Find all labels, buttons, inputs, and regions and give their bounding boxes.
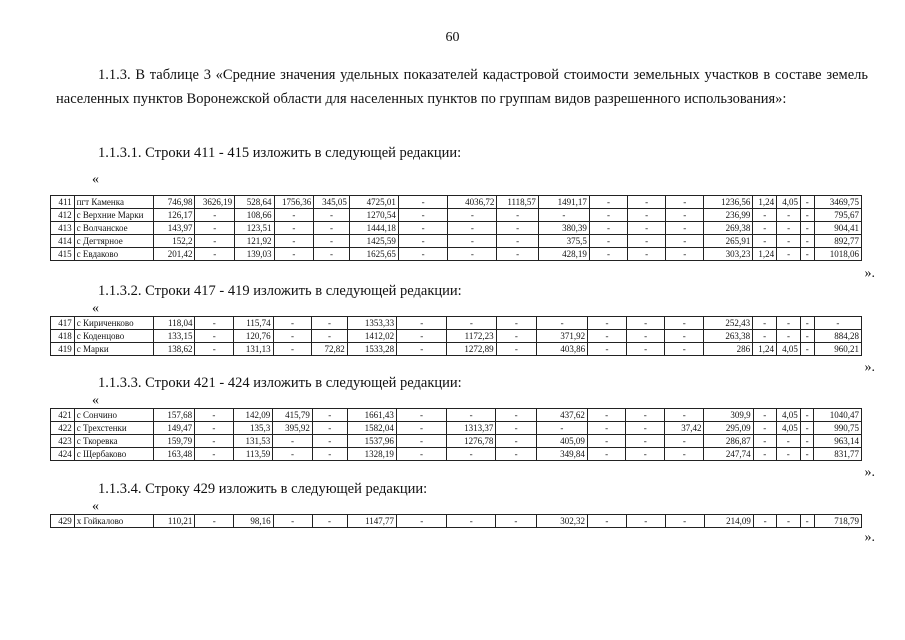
value-cell: 904,41 [814,222,861,235]
value-cell: 133,15 [153,330,194,343]
table-row [51,209,862,222]
value-cell: 302,32 [536,515,587,528]
value-cell: 1270,54 [349,209,398,222]
open-quote-1: « [92,172,99,187]
value-cell: - [396,422,446,435]
value-cell: - [800,343,814,356]
value-cell: - [626,435,665,448]
value-cell: - [626,422,665,435]
value-cell: - [777,209,801,222]
value-cell: - [753,448,776,461]
value-cell: - [273,343,312,356]
value-cell: 4,05 [776,422,800,435]
table-row [51,235,862,248]
value-cell: - [589,235,627,248]
table-row [51,515,862,528]
value-cell: - [589,222,627,235]
row-number-cell: 423 [51,435,75,448]
value-cell: - [800,196,814,209]
section-heading-3: 1.1.3.3. Строки 421 - 424 изложить в следующей редакции: [98,375,462,391]
value-cell: - [396,435,446,448]
value-cell: - [397,317,447,330]
value-cell: - [497,209,539,222]
value-cell: - [447,317,496,330]
value-cell: - [396,448,446,461]
value-cell: 1018,06 [814,248,861,261]
section-heading-4: 1.1.3.4. Строку 429 изложить в следующей редакции: [98,481,428,497]
page-number: 60 [445,30,460,45]
value-cell: - [589,196,627,209]
value-cell: 1040,47 [814,409,862,422]
value-cell: - [312,409,347,422]
value-cell: - [628,235,666,248]
row-number-cell: 424 [51,448,75,461]
value-cell: - [536,422,587,435]
value-cell: - [496,343,537,356]
value-cell: 1425,59 [349,235,398,248]
row-number-cell: 414 [51,235,75,248]
value-cell: 4036,72 [448,196,497,209]
value-cell: 1,24 [753,196,777,209]
value-cell: - [273,435,313,448]
value-cell: - [800,435,814,448]
value-cell: - [777,317,801,330]
value-cell: - [587,409,626,422]
rows-table-3 [50,408,862,461]
value-cell: - [496,435,537,448]
value-cell: - [800,515,814,528]
intro-text: 1.1.3. В таблице 3 «Средние значения удельных показателей кадастровой стоимости земельных участков в составе земель населенных пунктов Воронежской области для населенных пунктов по группам видов разрешенного использования»: [56,67,868,107]
value-cell: - [398,248,447,261]
value-cell: 131,13 [234,343,274,356]
value-cell: 286,87 [704,435,753,448]
row-number-cell: 421 [51,409,75,422]
row-number-cell: 422 [51,422,75,435]
value-cell: - [448,209,497,222]
value-cell: - [274,222,314,235]
value-cell: - [776,448,800,461]
value-cell: - [777,515,800,528]
value-cell: - [800,317,814,330]
value-cell: - [587,515,626,528]
value-cell: - [195,209,235,222]
value-cell: 4725,01 [349,196,398,209]
value-cell: - [588,317,627,330]
value-cell: 263,38 [704,330,753,343]
value-cell: 1412,02 [347,330,396,343]
value-cell: - [195,248,235,261]
value-cell: 1236,56 [704,196,753,209]
value-cell: 108,66 [235,209,274,222]
settlement-name-cell: с Сончино [74,409,153,422]
value-cell: - [800,409,814,422]
value-cell: 98,16 [234,515,273,528]
value-cell: 1353,33 [347,317,396,330]
settlement-name-cell: с Коденцово [74,330,153,343]
value-cell: 159,79 [153,435,194,448]
table-row [51,409,862,422]
value-cell: - [396,515,446,528]
value-cell: - [396,409,446,422]
value-cell: 437,62 [536,409,587,422]
value-cell: - [537,317,588,330]
value-cell: - [195,235,235,248]
value-cell: - [495,515,536,528]
row-number-cell: 411 [51,196,75,209]
value-cell: - [628,209,666,222]
value-cell: - [589,209,627,222]
value-cell: 143,97 [154,222,195,235]
value-cell: 405,09 [536,435,587,448]
value-cell: - [800,222,814,235]
value-cell: - [496,422,537,435]
value-cell: 72,82 [312,343,348,356]
value-cell: 1172,23 [447,330,496,343]
value-cell: 746,98 [154,196,195,209]
value-cell: - [777,222,801,235]
value-cell: - [314,248,350,261]
value-cell: - [626,343,665,356]
value-cell: 371,92 [537,330,588,343]
value-cell: 214,09 [704,515,753,528]
settlement-name-cell: с Щербаково [74,448,153,461]
value-cell: 118,04 [153,317,194,330]
value-cell: - [312,422,347,435]
value-cell: - [626,448,665,461]
row-number-cell: 412 [51,209,75,222]
value-cell: - [589,248,627,261]
table-row [51,435,862,448]
value-cell: - [753,317,777,330]
value-cell: - [800,330,814,343]
value-cell: 1276,78 [447,435,496,448]
value-cell: 1147,77 [347,515,396,528]
value-cell: - [314,235,350,248]
value-cell: - [800,209,814,222]
value-cell: - [753,409,776,422]
value-cell: - [195,222,235,235]
value-cell: - [195,435,234,448]
value-cell: - [666,209,704,222]
value-cell: - [496,409,537,422]
value-cell: 960,21 [814,343,861,356]
value-cell: 1533,28 [347,343,396,356]
value-cell: 303,23 [704,248,753,261]
value-cell: - [628,248,666,261]
section-heading-1: 1.1.3.1. Строки 411 - 415 изложить в следующей редакции: [98,145,462,161]
value-cell: - [497,248,539,261]
value-cell: - [776,435,800,448]
row-number-cell: 417 [51,317,75,330]
value-cell: 142,09 [233,409,273,422]
rows-table-4 [50,514,862,528]
settlement-name-cell: с Верхние Марки [74,209,154,222]
table-row [51,330,862,343]
value-cell: 252,43 [704,317,753,330]
value-cell: - [195,409,234,422]
value-cell: 113,59 [233,448,273,461]
value-cell: 1,24 [753,343,777,356]
intro-paragraph [56,63,868,111]
value-cell: 892,77 [814,235,861,248]
value-cell: 121,92 [235,235,274,248]
value-cell: - [626,515,665,528]
value-cell: - [777,235,801,248]
value-cell: 131,53 [233,435,273,448]
value-cell: - [397,343,447,356]
table-row [51,196,862,209]
value-cell: - [753,435,776,448]
value-cell: - [800,448,814,461]
open-quote-3: « [92,393,99,408]
value-cell: 345,05 [314,196,350,209]
value-cell: - [312,330,348,343]
value-cell: - [274,235,314,248]
value-cell: - [800,235,814,248]
value-cell: - [312,515,347,528]
settlement-name-cell: с Марки [74,343,153,356]
value-cell: - [496,317,537,330]
value-cell: 1537,96 [347,435,396,448]
value-cell: 247,74 [704,448,753,461]
value-cell: - [777,248,801,261]
settlement-name-cell: с Трехстенки [74,422,153,435]
value-cell: - [800,422,814,435]
value-cell: - [273,330,312,343]
value-cell: - [496,330,537,343]
value-cell: - [665,515,704,528]
value-cell: 1118,57 [497,196,539,209]
value-cell: 1661,43 [347,409,396,422]
table-row [51,248,862,261]
value-cell: - [195,448,234,461]
value-cell: - [398,235,447,248]
value-cell: - [628,196,666,209]
rows-table-1 [50,195,862,261]
value-cell: - [273,317,312,330]
settlement-name-cell: х Гойкалово [74,515,153,528]
value-cell: - [273,515,312,528]
value-cell: 163,48 [153,448,194,461]
value-cell: - [398,209,447,222]
value-cell: 4,05 [776,409,800,422]
value-cell: - [626,330,665,343]
value-cell: 120,76 [234,330,274,343]
value-cell: 1491,17 [538,196,589,209]
value-cell: - [273,448,313,461]
section-heading-2: 1.1.3.2. Строки 417 - 419 изложить в следующей редакции: [98,283,462,299]
value-cell: - [195,422,234,435]
value-cell: - [497,222,539,235]
row-number-cell: 418 [51,330,75,343]
value-cell: - [753,209,777,222]
value-cell: 990,75 [814,422,862,435]
value-cell: - [666,248,704,261]
value-cell: - [665,343,704,356]
value-cell: 795,67 [814,209,861,222]
value-cell: - [665,409,704,422]
value-cell: 1582,04 [347,422,396,435]
value-cell: 428,19 [538,248,589,261]
value-cell: - [195,317,234,330]
value-cell: - [777,330,801,343]
value-cell: - [665,435,704,448]
value-cell: - [274,209,314,222]
value-cell: 110,21 [153,515,195,528]
value-cell: - [195,343,234,356]
value-cell: - [814,317,861,330]
row-number-cell: 415 [51,248,75,261]
value-cell: 1756,36 [274,196,314,209]
value-cell: 152,2 [154,235,195,248]
value-cell: 4,05 [777,196,801,209]
value-cell: - [447,409,496,422]
table-row [51,343,862,356]
value-cell: 963,14 [814,435,862,448]
value-cell: - [665,448,704,461]
value-cell: 126,17 [154,209,195,222]
table-row [51,222,862,235]
value-cell: - [753,222,777,235]
value-cell: 1272,89 [447,343,496,356]
value-cell: 37,42 [665,422,704,435]
value-cell: - [314,209,350,222]
value-cell: - [398,222,447,235]
settlement-name-cell: с Волчанское [74,222,154,235]
value-cell: - [496,448,537,461]
value-cell: - [447,515,496,528]
value-cell: - [397,330,447,343]
rows-table-2 [50,316,862,356]
value-cell: 236,99 [704,209,753,222]
value-cell: - [753,422,776,435]
open-quote-2: « [92,301,99,316]
value-cell: - [588,330,627,343]
value-cell: 139,03 [235,248,274,261]
value-cell: - [312,435,347,448]
value-cell: 884,28 [814,330,861,343]
value-cell: - [626,409,665,422]
value-cell: - [398,196,447,209]
table-row [51,422,862,435]
value-cell: 395,92 [273,422,313,435]
value-cell: 1,24 [753,248,777,261]
value-cell: 201,42 [154,248,195,261]
value-cell: 1444,18 [349,222,398,235]
value-cell: - [587,435,626,448]
value-cell: - [195,330,234,343]
value-cell: - [497,235,539,248]
value-cell: 286 [704,343,753,356]
value-cell: - [800,248,814,261]
value-cell: - [753,330,777,343]
value-cell: 3469,75 [814,196,861,209]
value-cell: 115,74 [234,317,274,330]
value-cell: 138,62 [153,343,194,356]
value-cell: - [666,196,704,209]
close-quote-4: ». [864,530,875,545]
value-cell: - [753,235,777,248]
close-quote-1: ». [864,266,875,281]
value-cell: - [665,330,704,343]
value-cell: - [666,222,704,235]
close-quote-3: ». [864,465,875,480]
value-cell: 831,77 [814,448,862,461]
table-row [51,317,862,330]
value-cell: 1328,19 [347,448,396,461]
row-number-cell: 413 [51,222,75,235]
value-cell: - [753,515,776,528]
value-cell: 415,79 [273,409,313,422]
value-cell: 403,86 [537,343,588,356]
value-cell: - [274,248,314,261]
value-cell: 380,39 [538,222,589,235]
close-quote-2: ». [864,360,875,375]
value-cell: - [538,209,589,222]
value-cell: 123,51 [235,222,274,235]
value-cell: - [588,343,627,356]
settlement-name-cell: пгт Каменка [74,196,154,209]
value-cell: - [312,317,348,330]
value-cell: - [448,248,497,261]
value-cell: 718,79 [814,515,861,528]
value-cell: 265,91 [704,235,753,248]
value-cell: 269,38 [704,222,753,235]
value-cell: 349,84 [536,448,587,461]
value-cell: 375,5 [538,235,589,248]
settlement-name-cell: с Дегтярное [74,235,154,248]
row-number-cell: 429 [51,515,75,528]
value-cell: 295,09 [704,422,753,435]
value-cell: 528,64 [235,196,274,209]
value-cell: - [195,515,234,528]
settlement-name-cell: с Ткоревка [74,435,153,448]
value-cell: - [314,222,350,235]
value-cell: 4,05 [777,343,801,356]
value-cell: - [628,222,666,235]
value-cell: - [626,317,665,330]
value-cell: - [666,235,704,248]
settlement-name-cell: с Кириченково [74,317,153,330]
settlement-name-cell: с Евдаково [74,248,154,261]
open-quote-4: « [92,499,99,514]
value-cell: - [665,317,704,330]
value-cell: - [448,222,497,235]
value-cell: 149,47 [153,422,194,435]
value-cell: 135,3 [233,422,273,435]
value-cell: 1625,65 [349,248,398,261]
value-cell: - [448,235,497,248]
value-cell: - [587,422,626,435]
value-cell: - [587,448,626,461]
value-cell: - [447,448,496,461]
row-number-cell: 419 [51,343,75,356]
table-row [51,448,862,461]
value-cell: 3626,19 [195,196,235,209]
value-cell: 157,68 [153,409,194,422]
value-cell: - [312,448,347,461]
value-cell: 1313,37 [447,422,496,435]
value-cell: 309,9 [704,409,753,422]
